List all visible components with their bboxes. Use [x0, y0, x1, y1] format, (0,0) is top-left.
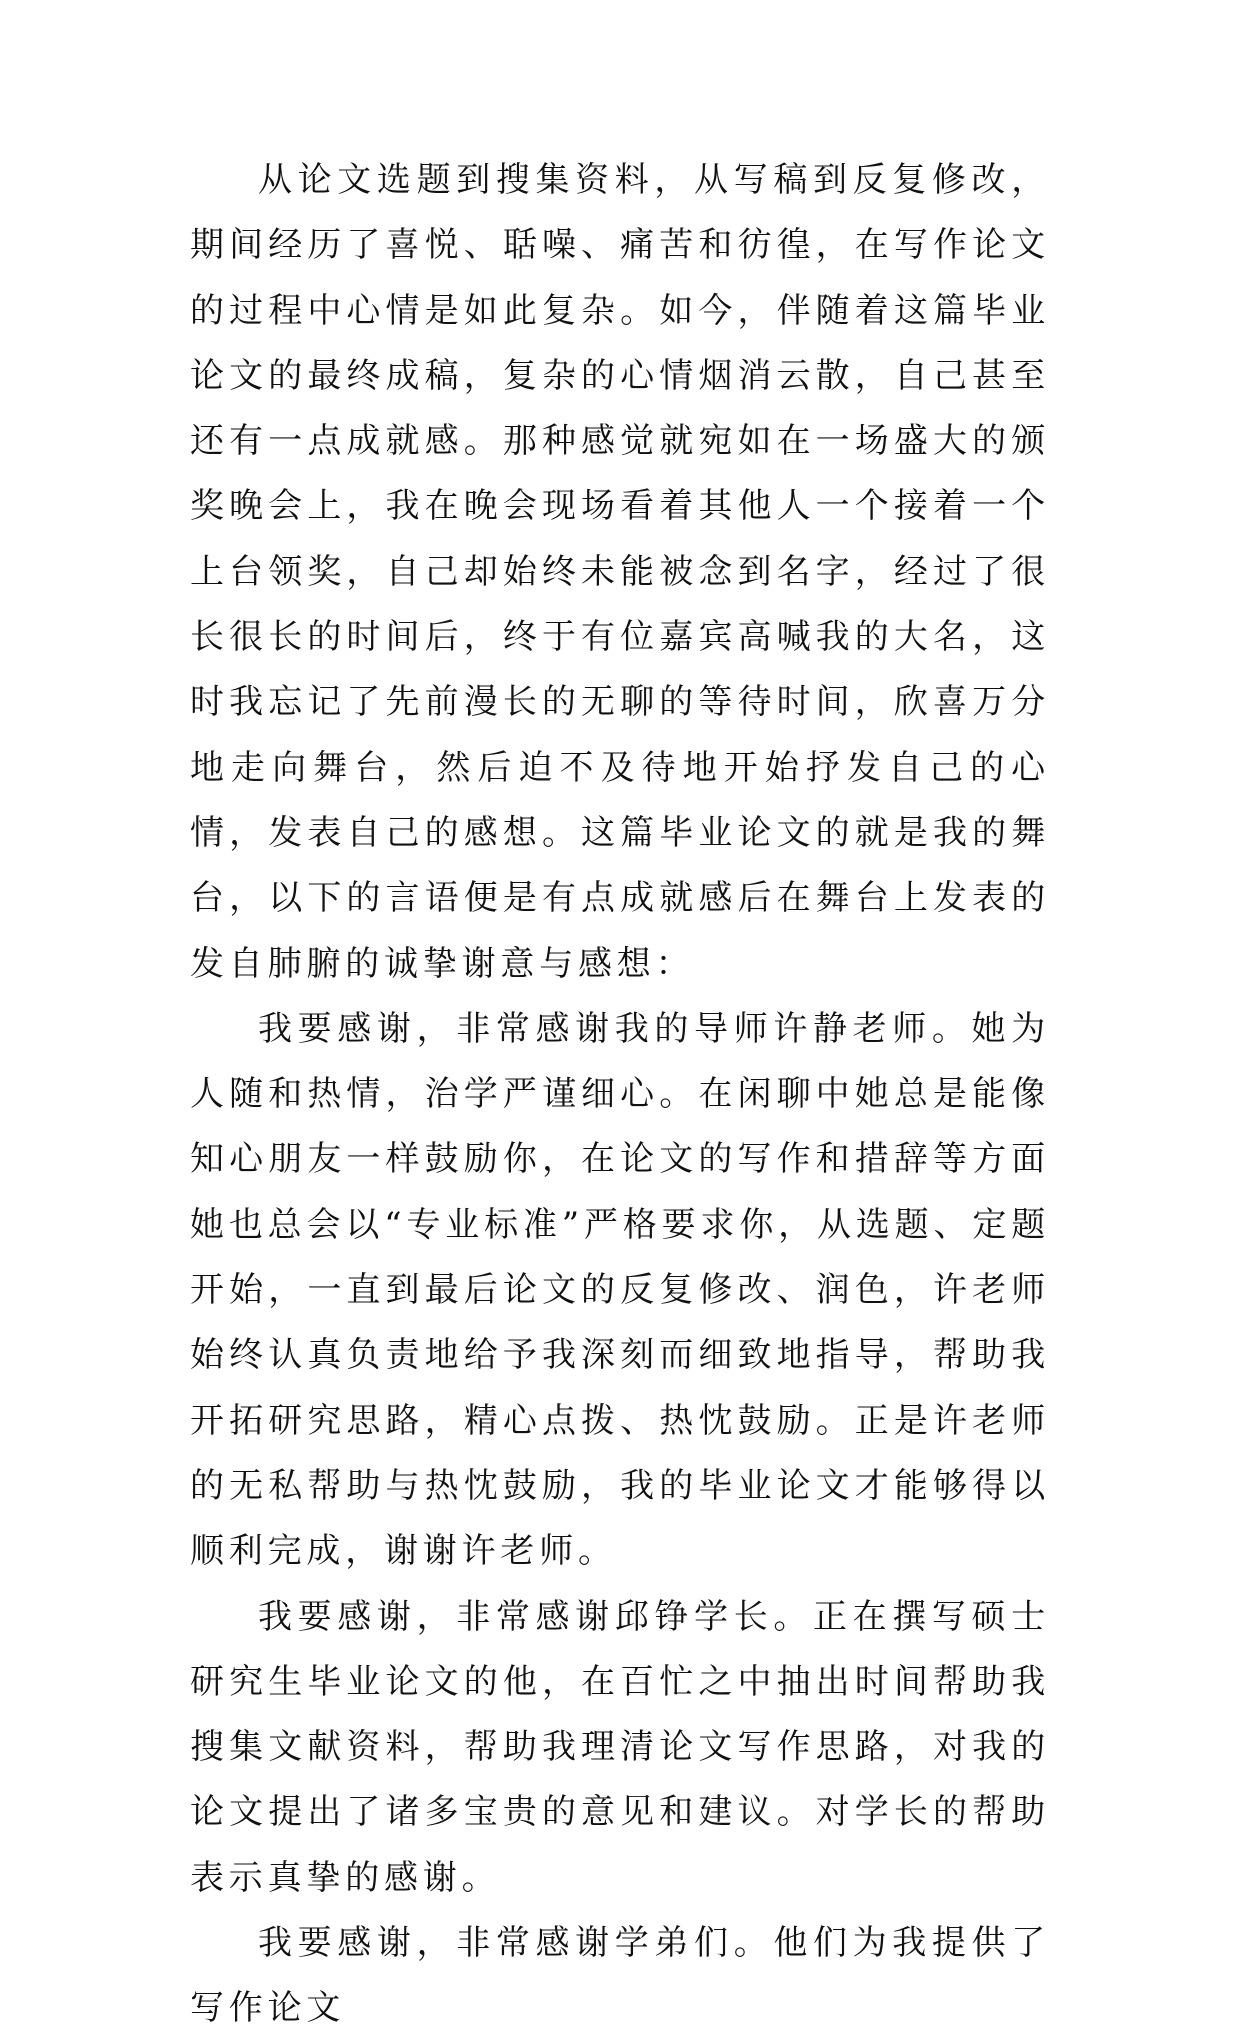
paragraph-thanks-advisor: 我要感谢，非常感谢我的导师许静老师。她为人随和热情，治学严谨细心。在闲聊中她总是能像知心朋友一样鼓励你，在论文的写作和措辞等方面她也总会以“专业标准”严格要求你，从选题、定题开始，一直到最后论文的反复修改、润色，许老师始终认真负责地给予我深刻而细致地指导，帮助我开拓研究思路，精心点拨、热忱鼓励。正是许老师的无私帮助与热忱鼓励，我的毕业论文才能够得以顺利完成，谢谢许老师。 [190, 1008, 1050, 1572]
paragraph-thanks-juniors: 我要感谢，非常感谢学弟们。他们为我提供了写作论文 [190, 1923, 1050, 2029]
document-body [190, 148, 1050, 2042]
paragraph-intro: 从论文选题到搜集资料，从写稿到反复修改，期间经历了喜悦、聒噪、痛苦和彷徨，在写作论文的过程中心情是如此复杂。如今，伴随着这篇毕业论文的最终成稿，复杂的心情烟消云散，自己甚至还有一点成就感。那种感觉就宛如在一场盛大的颁奖晚会上，我在晚会现场看着其他人一个接着一个上台领奖，自己却始终未能被念到名字，经过了很长很长的时间后，终于有位嘉宾高喊我的大名，这时我忘记了先前漫长的无聊的等待时间，欣喜万分地走向舞台，然后迫不及待地开始抒发自己的心情，发表自己的感想。这篇毕业论文的就是我的舞台，以下的言语便是有点成就感后在舞台上发表的发自肺腑的诚挚谢意与感想： [190, 160, 1050, 984]
paragraph-thanks-senior: 我要感谢，非常感谢邱铮学长。正在撰写硕士研究生毕业论文的他，在百忙之中抽出时间帮助我搜集文献资料，帮助我理清论文写作思路，对我的论文提出了诸多宝贵的意见和建议。对学长的帮助表示真挚的感谢。 [190, 1596, 1050, 1898]
